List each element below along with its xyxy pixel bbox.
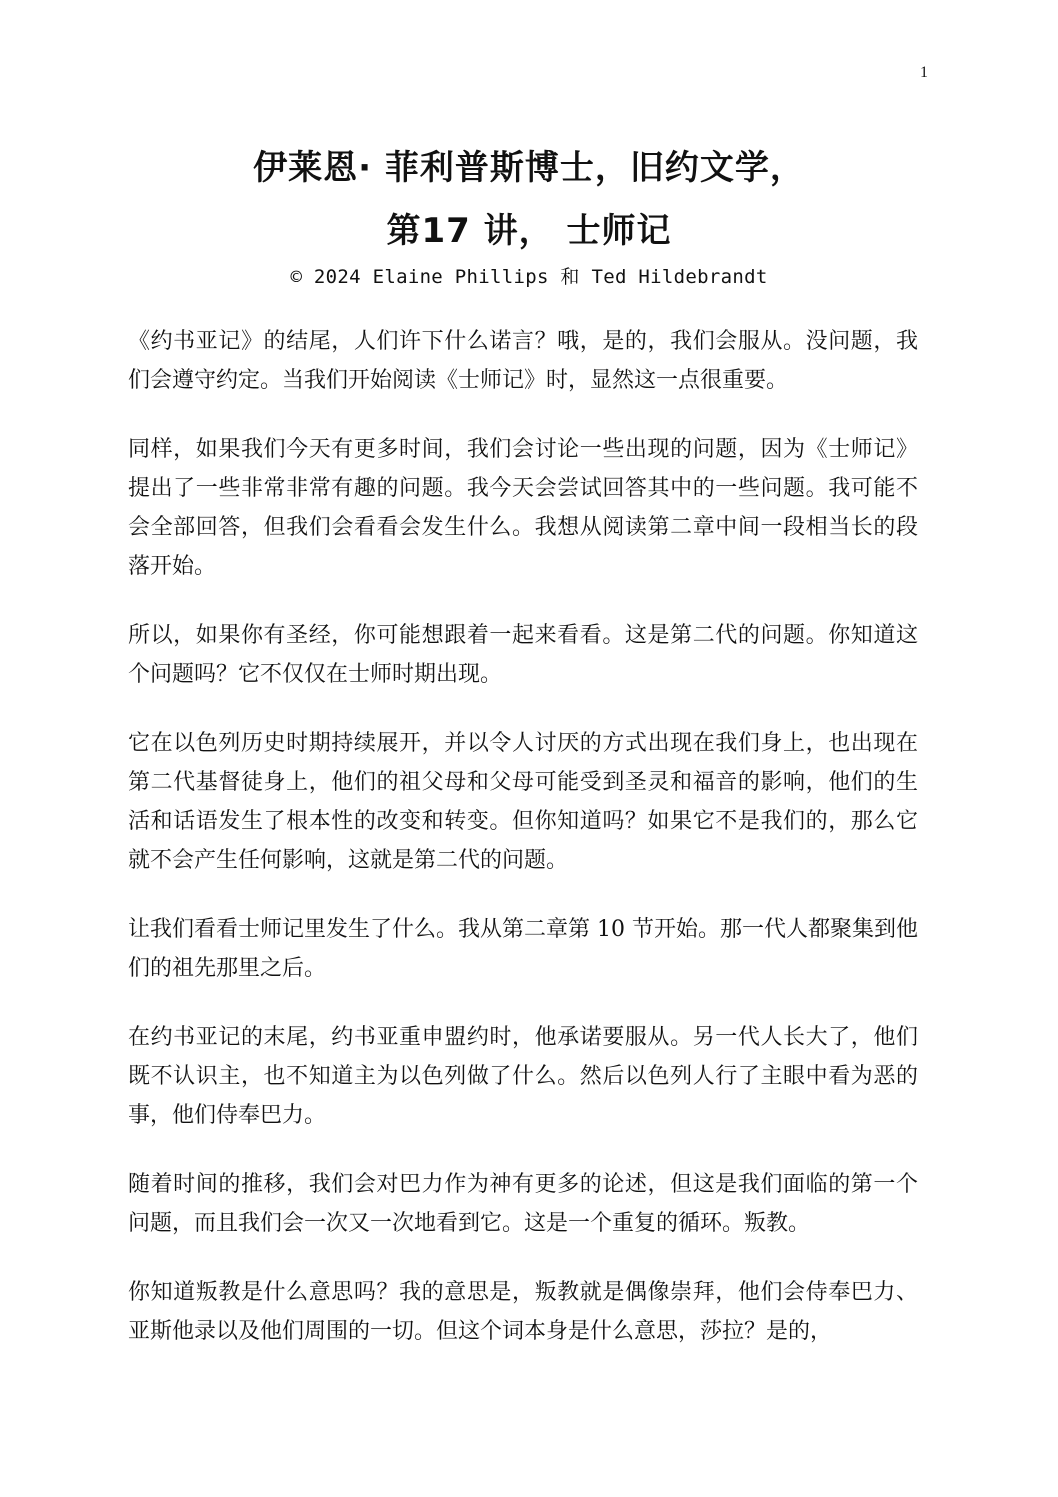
paragraph: 同样，如果我们今天有更多时间，我们会讨论一些出现的问题，因为《士师记》提出了一些非常非常有趣的问题。我今天会尝试回答其中的一些问题。我可能不会全部回答，但我们会看看会发生什么。我想从阅读第二章中间一段相当长的段落开始。 <box>128 437 918 579</box>
document-title-line-2: 第17 讲， 士师记 <box>386 211 672 251</box>
paragraph: 在约书亚记的末尾，约书亚重申盟约时，他承诺要服从。另一代人长大了，他们既不认识主，也不知道主为以色列做了什么。然后以色列人行了主眼中看为恶的事，他们侍奉巴力。 <box>128 1025 918 1128</box>
document-title-line-1: 伊莱恩· 菲利普斯博士，旧约文学， <box>253 148 805 188</box>
paragraph: 《约书亚记》的结尾，人们许下什么诺言？哦，是的，我们会服从。没问题，我们会遵守约定。当我们开始阅读《士师记》时，显然这一点很重要。 <box>128 329 918 393</box>
paragraph: 让我们看看士师记里发生了什么。我从第二章第 10 节开始。那一代人都聚集到他们的祖先那里之后。 <box>128 917 918 981</box>
paragraph: 它在以色列历史时期持续展开，并以令人讨厌的方式出现在我们身上，也出现在第二代基督徒身上，他们的祖父母和父母可能受到圣灵和福音的影响，他们的生活和话语发生了根本性的改变和转变。但你知道吗？如果它不是我们的，那么它就不会产生任何影响，这就是第二代的问题。 <box>128 731 918 873</box>
body-text <box>128 322 918 1381</box>
copyright-line: © 2024 Elaine Phillips 和 Ted Hildebrandt <box>290 266 768 288</box>
page-number: 1 <box>920 64 928 81</box>
paragraph: 随着时间的推移，我们会对巴力作为神有更多的论述，但这是我们面临的第一个问题，而且我们会一次又一次地看到它。这是一个重复的循环。叛教。 <box>128 1172 918 1236</box>
paragraph: 你知道叛教是什么意思吗？我的意思是，叛教就是偶像崇拜，他们会侍奉巴力、亚斯他录以及他们周围的一切。但这个词本身是什么意思，莎拉？是的， <box>128 1280 918 1344</box>
paragraph: 所以，如果你有圣经，你可能想跟着一起来看看。这是第二代的问题。你知道这个问题吗？它不仅仅在士师时期出现。 <box>128 623 918 687</box>
